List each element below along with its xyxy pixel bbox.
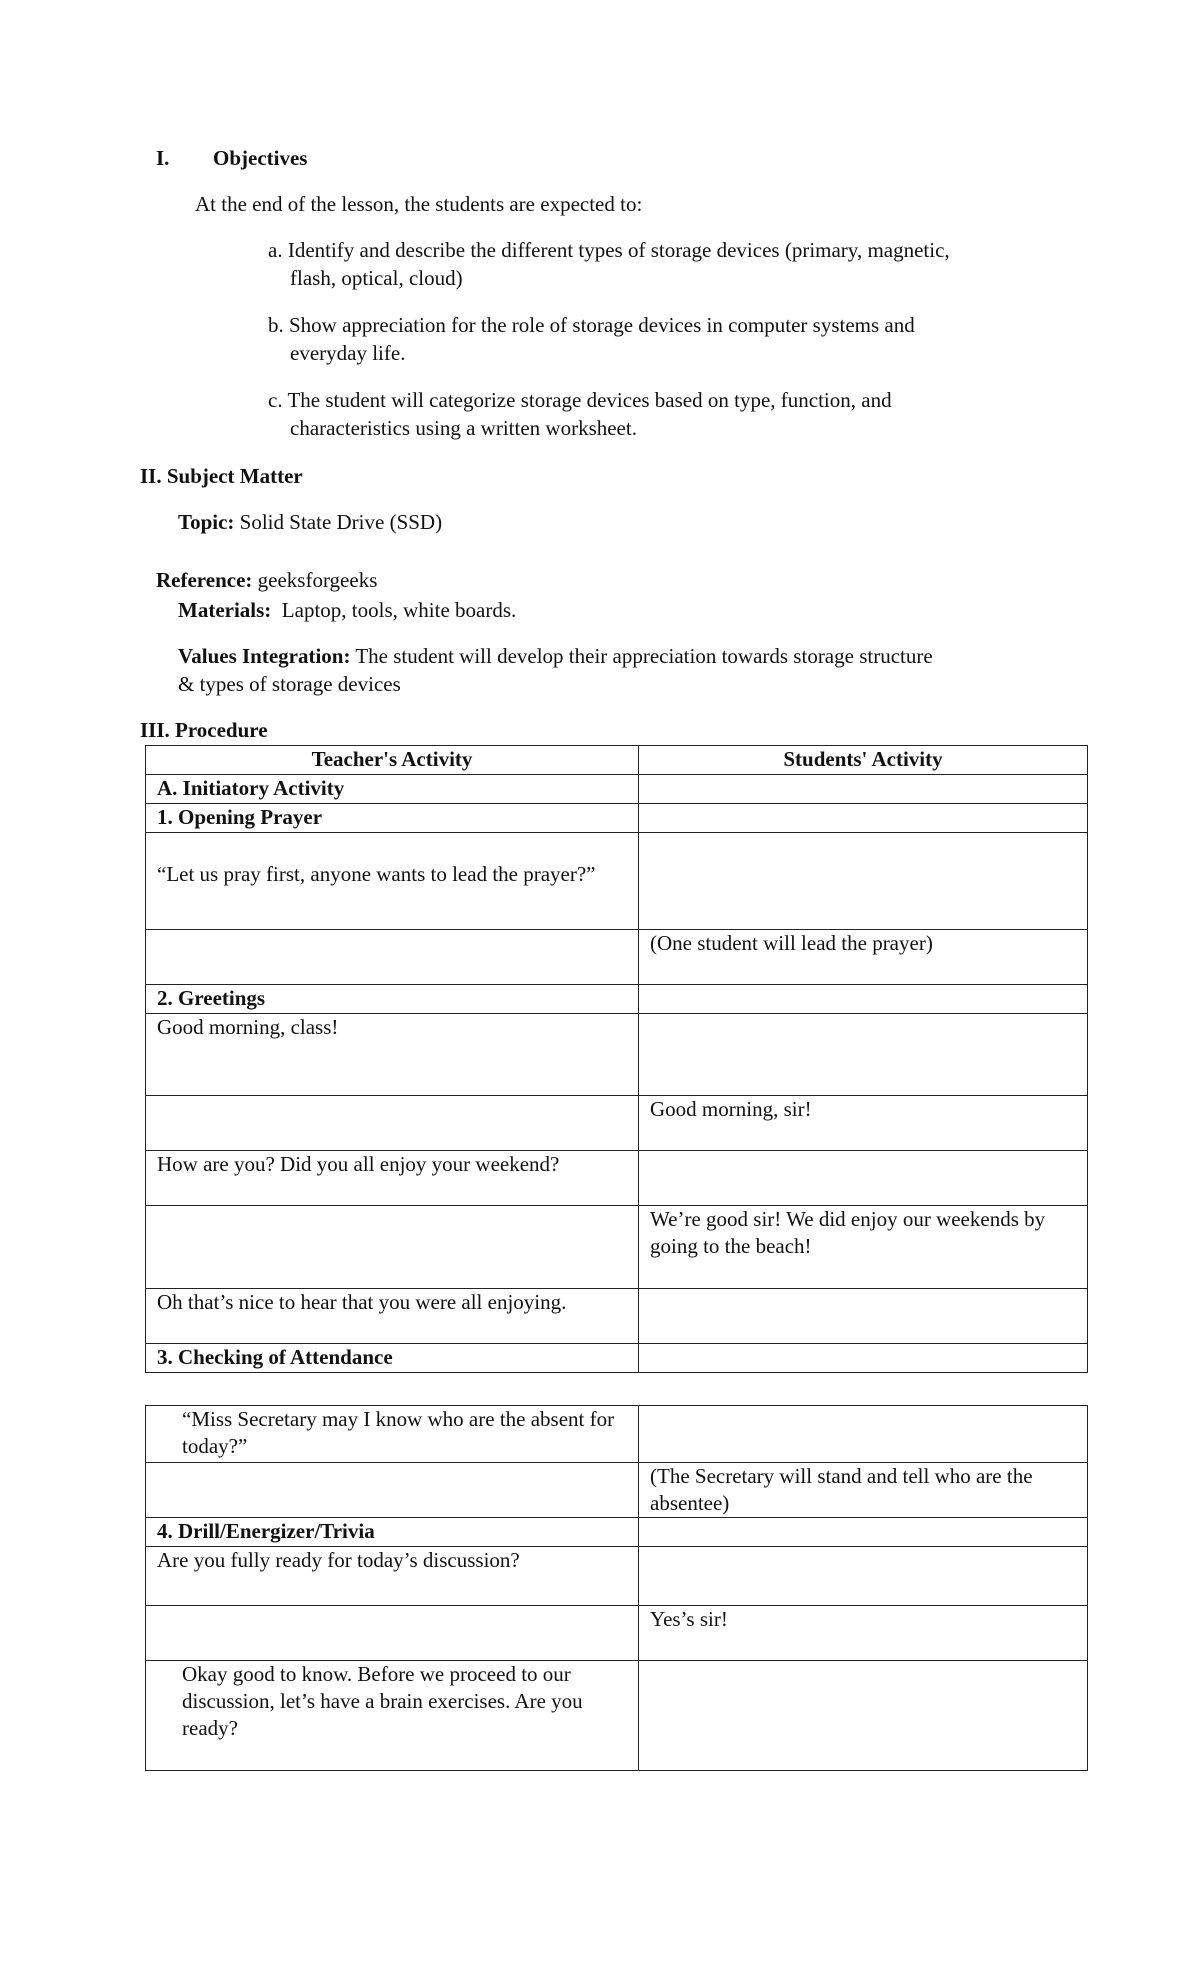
values-integration-line — [178, 642, 933, 670]
table-row — [146, 1606, 1088, 1661]
objective-text: Identify and describe the different types of storage devices (primary, magnetic, — [287, 238, 950, 262]
objectives-intro: At the end of the lesson, the students are expected to: — [195, 192, 643, 216]
reference-label: Reference: — [156, 568, 253, 592]
table-row — [146, 1661, 1088, 1771]
objective-letter: a. — [268, 238, 283, 262]
teacher-how-are-you: How are you? Did you all enjoy your weekend? — [146, 1151, 639, 1206]
teacher-good-morning: Good morning, class! — [146, 1014, 639, 1096]
opening-prayer-label: 1. Opening Prayer — [146, 804, 639, 833]
empty-cell — [146, 1463, 639, 1518]
teacher-brain-exercise: Okay good to know. Before we proceed to our discussion, let’s have a brain exercises. Are you ready? — [146, 1661, 639, 1771]
objective-item-b — [268, 311, 915, 339]
table-row — [146, 1463, 1088, 1518]
table-row — [146, 985, 1088, 1014]
checking-attendance-label: 3. Checking of Attendance — [146, 1344, 639, 1373]
students-activity-header: Students' Activity — [639, 746, 1088, 775]
empty-cell — [146, 1096, 639, 1151]
initiatory-activity-label: A. Initiatory Activity — [146, 775, 639, 804]
topic-value: Solid State Drive (SSD) — [234, 510, 443, 534]
teacher-activity-header: Teacher's Activity — [146, 746, 639, 775]
drill-energizer-label: 4. Drill/Energizer/Trivia — [146, 1518, 639, 1547]
materials-value: Laptop, tools, white boards. — [271, 598, 517, 622]
table-row — [146, 1151, 1088, 1206]
empty-cell — [639, 1014, 1088, 1096]
objective-letter: b. — [268, 313, 284, 337]
table-row — [146, 1014, 1088, 1096]
empty-cell — [639, 804, 1088, 833]
student-ready-reply: Yes’s sir! — [639, 1606, 1088, 1661]
objective-letter: c. — [268, 388, 283, 412]
objective-text-cont: everyday life. — [290, 341, 406, 365]
table-row — [146, 833, 1088, 930]
teacher-nice-to-hear: Oh that’s nice to hear that you were all enjoying. — [146, 1289, 639, 1344]
table-row — [146, 804, 1088, 833]
table-row — [146, 1547, 1088, 1606]
materials-line — [178, 596, 516, 624]
objective-text: Show appreciation for the role of storage devices in computer systems and — [289, 313, 915, 337]
topic-label: Topic: — [178, 510, 235, 534]
student-secretary-reply: (The Secretary will stand and tell who are the absentee) — [639, 1463, 1088, 1518]
objectives-heading: Objectives — [213, 146, 308, 170]
values-label: Values Integration: — [178, 644, 351, 668]
reference-line — [156, 566, 377, 594]
empty-cell — [639, 1289, 1088, 1344]
student-good-morning-reply: Good morning, sir! — [639, 1096, 1088, 1151]
student-weekend-reply: We’re good sir! We did enjoy our weekends by going to the beach! — [639, 1206, 1088, 1289]
table-row — [146, 1289, 1088, 1344]
teacher-ready-question: Are you fully ready for today’s discussion? — [146, 1547, 639, 1606]
table-header-row — [146, 746, 1088, 775]
table-row — [146, 1344, 1088, 1373]
topic-line — [178, 508, 442, 536]
teacher-prayer-prompt: “Let us pray first, anyone wants to lead the prayer?” — [146, 833, 639, 930]
table-row — [146, 1406, 1088, 1463]
table-row — [146, 775, 1088, 804]
objective-text-cont: flash, optical, cloud) — [290, 266, 463, 290]
empty-cell — [639, 1151, 1088, 1206]
objective-text-cont: characteristics using a written worksheet. — [290, 416, 637, 440]
values-text: The student will develop their appreciation towards storage structure — [350, 644, 933, 668]
table-row — [146, 1096, 1088, 1151]
empty-cell — [146, 930, 639, 985]
table-row — [146, 930, 1088, 985]
objective-item-c — [268, 386, 892, 414]
empty-cell — [639, 1406, 1088, 1463]
teacher-secretary-question: “Miss Secretary may I know who are the absent for today?” — [146, 1406, 639, 1463]
table-row — [146, 1206, 1088, 1289]
procedure-table-1 — [145, 745, 1088, 1373]
empty-cell — [639, 1344, 1088, 1373]
objective-text: The student will categorize storage devices based on type, function, and — [287, 388, 892, 412]
empty-cell — [639, 1547, 1088, 1606]
greetings-label: 2. Greetings — [146, 985, 639, 1014]
empty-cell — [639, 833, 1088, 930]
reference-value: geeksforgeeks — [252, 568, 378, 592]
procedure-heading: III. Procedure — [140, 718, 268, 742]
values-text-cont: & types of storage devices — [178, 672, 401, 696]
table-row — [146, 1518, 1088, 1547]
student-prayer-response: (One student will lead the prayer) — [639, 930, 1088, 985]
empty-cell — [639, 775, 1088, 804]
empty-cell — [146, 1206, 639, 1289]
objective-item-a — [268, 236, 950, 264]
empty-cell — [639, 1661, 1088, 1771]
procedure-table-2 — [145, 1405, 1088, 1771]
empty-cell — [639, 1518, 1088, 1547]
materials-label: Materials: — [178, 598, 272, 622]
empty-cell — [639, 985, 1088, 1014]
objectives-numeral: I. — [156, 146, 170, 170]
subject-matter-heading: II. Subject Matter — [140, 464, 303, 488]
empty-cell — [146, 1606, 639, 1661]
